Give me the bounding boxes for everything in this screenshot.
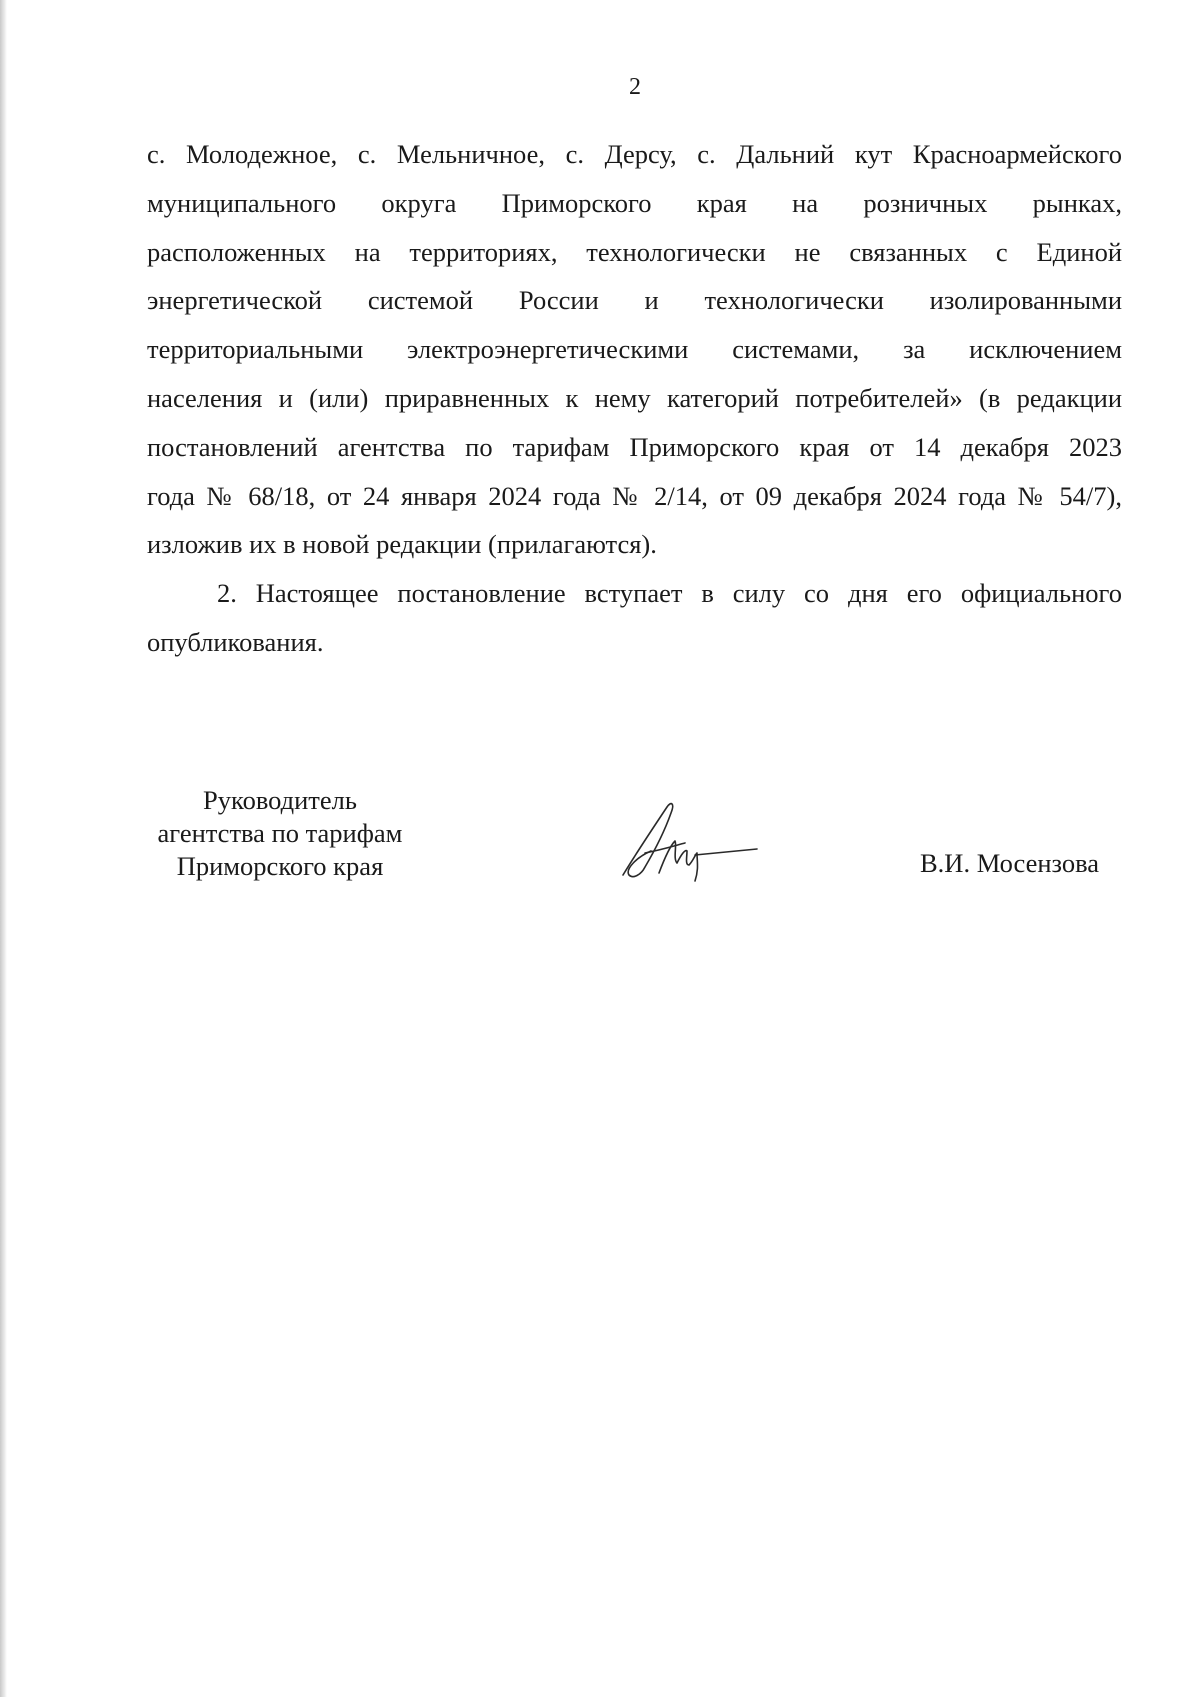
signatory-position bbox=[130, 784, 430, 883]
handwritten-signature bbox=[615, 795, 765, 885]
body-line: года № 68/18, от 24 января 2024 года № 2/14, от 09 декабря 2024 года № 54/7), bbox=[147, 480, 1122, 511]
body-line: территориальными электроэнергетическими системами, за исключением bbox=[147, 334, 1122, 365]
page-number: 2 bbox=[629, 74, 641, 100]
body-line: постановлений агентства по тарифам Приморского края от 14 декабря 2023 bbox=[147, 431, 1122, 462]
body-line: энергетической системой России и технологически изолированными bbox=[147, 285, 1122, 316]
body-line: муниципального округа Приморского края на розничных рынках, bbox=[147, 187, 1122, 218]
body-line: населения и (или) приравненных к нему категорий потребителей» (в редакции bbox=[147, 382, 1122, 413]
scan-edge-shadow bbox=[0, 0, 7, 1697]
body-line: с. Молодежное, с. Мельничное, с. Дерсу, с. Дальний кут Красноармейского bbox=[147, 139, 1122, 169]
body-line-paragraph-end: изложив их в новой редакции (прилагаются). bbox=[147, 529, 657, 560]
document-body bbox=[147, 130, 1122, 667]
signer-name: В.И. Мосензова bbox=[920, 848, 1100, 878]
paragraph-2-line: 2. Настоящее постановление вступает в силу со дня его официального bbox=[217, 578, 1122, 609]
body-line: расположенных на территориях, технологически не связанных с Единой bbox=[147, 236, 1122, 267]
position-line: агентства по тарифам bbox=[157, 818, 403, 848]
paragraph-2-line-end: опубликования. bbox=[147, 626, 324, 657]
position-line: Приморского края bbox=[176, 851, 384, 881]
position-line: Руководитель bbox=[203, 785, 357, 815]
